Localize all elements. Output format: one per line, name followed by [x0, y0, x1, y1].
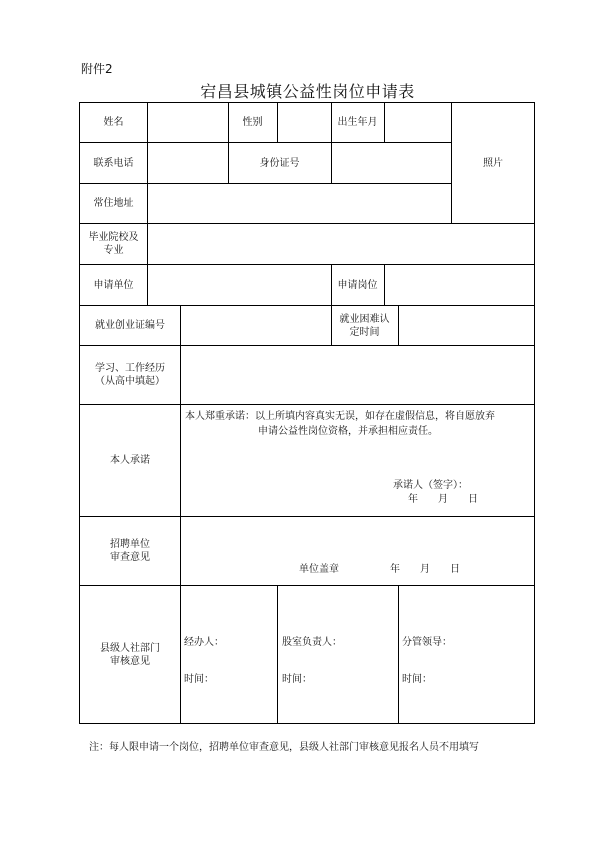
apply-unit-label: 申请单位 [93, 279, 134, 291]
school-label [80, 224, 147, 264]
id-input-cell[interactable] [332, 143, 451, 183]
handler-label: 经办人： [184, 637, 224, 648]
phone-label: 联系电话 [93, 157, 134, 169]
photo-box[interactable]: 照片 [483, 157, 503, 169]
apply-post-label: 申请岗位 [337, 279, 378, 291]
employment-cert-label: 就业创业证编号 [95, 320, 165, 331]
history-label [80, 346, 180, 404]
name-label: 姓名 [103, 117, 124, 128]
gender-input-cell[interactable] [278, 103, 331, 142]
pledger-signature-label: 承诺人（签字）： [393, 480, 468, 491]
employment-cert-input-cell[interactable] [181, 306, 331, 345]
handler-time-label: 时间： [184, 674, 214, 685]
difficulty-time-label [331, 306, 398, 345]
address-input-cell[interactable] [148, 184, 451, 223]
pledge-text-line1: 本人郑重承诺：以上所填内容真实无误，如存在虚假信息，将自愿放弃 [185, 411, 495, 422]
history-label-line1: 学习、工作经历 [95, 363, 165, 374]
id-label: 身份证号 [259, 157, 300, 169]
county-review-label [80, 586, 180, 723]
birth-input-cell[interactable] [385, 103, 451, 142]
school-label-line2: 专业 [103, 245, 124, 256]
address-label: 常住地址 [93, 198, 134, 209]
application-form-table [79, 102, 535, 724]
difficulty-time-line1: 就业困难认 [339, 313, 390, 325]
difficulty-time-line2: 定时间 [349, 326, 380, 338]
unit-review-line2: 审查意见 [110, 552, 150, 563]
pledge-label: 本人承诺 [110, 455, 150, 466]
apply-post-input-cell[interactable] [385, 265, 534, 305]
difficulty-time-input-cell[interactable] [399, 306, 534, 345]
unit-review-date: 年 月 日 [390, 564, 460, 575]
unit-review-label [80, 517, 180, 585]
footer-note: 注：每人限申请一个岗位，招聘单位审查意见，县级人社部门审核意见报名人员不用填写 [89, 742, 479, 753]
county-review-line1: 县级人社部门 [100, 642, 160, 654]
apply-unit-input-cell[interactable] [148, 265, 331, 305]
history-label-line2: （从高中填起） [95, 376, 165, 387]
phone-input-cell[interactable] [148, 143, 228, 183]
section-head-label: 股室负责人： [282, 637, 342, 648]
section-head-time-label: 时间： [282, 674, 312, 685]
gender-label: 性别 [242, 117, 263, 128]
unit-stamp-label: 单位盖章 [299, 564, 339, 575]
school-label-line1: 毕业院校及 [88, 232, 139, 243]
leader-label: 分管领导： [402, 637, 452, 648]
pledge-text-line2: 申请公益性岗位资格，并承担相应责任。 [258, 426, 438, 437]
birth-label: 出生年月 [337, 117, 378, 128]
attachment-label: 附件2 [81, 62, 113, 76]
page-title: 宕昌县城镇公益性岗位申请表 [200, 82, 415, 101]
name-input-cell[interactable] [148, 103, 228, 142]
school-input-cell[interactable] [148, 224, 534, 264]
pledge-date: 年 月 日 [408, 494, 478, 505]
history-input-cell[interactable] [181, 346, 534, 404]
leader-time-label: 时间： [402, 674, 432, 685]
unit-review-line1: 招聘单位 [110, 539, 150, 550]
county-review-line2: 审核意见 [110, 655, 150, 667]
